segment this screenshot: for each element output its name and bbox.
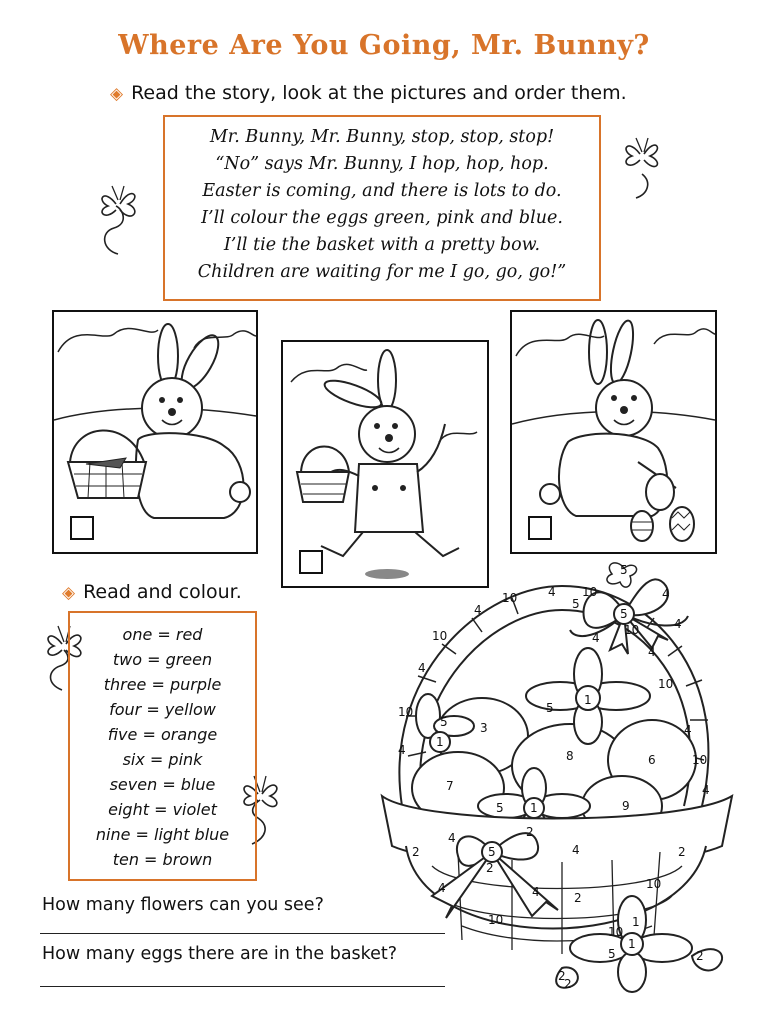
story-line: Mr. Bunny, Mr. Bunny, stop, stop, stop! xyxy=(209,127,555,147)
basket-number: 10 xyxy=(608,925,624,939)
story-line: “No” says Mr. Bunny, I hop, hop, hop. xyxy=(215,154,549,174)
basket-number: 10 xyxy=(502,591,518,605)
instruction-colour xyxy=(62,581,242,603)
basket-number: 2 xyxy=(412,845,420,859)
order-checkbox[interactable] xyxy=(299,550,323,574)
question-flowers: How many flowers can you see? xyxy=(42,895,324,915)
basket-number: 4 xyxy=(398,743,406,757)
basket-number: 4 xyxy=(662,587,670,601)
basket-number: 5 xyxy=(572,597,580,611)
basket-number: 1 xyxy=(628,937,636,951)
order-checkbox[interactable] xyxy=(70,516,94,540)
basket-number: 4 xyxy=(684,723,692,737)
story-line: Easter is coming, and there is lots to do. xyxy=(202,181,562,201)
basket-number: 1 xyxy=(584,693,592,707)
basket-number: 10 xyxy=(582,585,598,599)
instruction-order-text: Read the story, look at the pictures and order them. xyxy=(131,82,627,104)
colour-key-item: three = purple xyxy=(103,675,222,694)
story-picture-1 xyxy=(52,310,258,554)
basket-number: 10 xyxy=(432,629,448,643)
basket-number: 4 xyxy=(572,843,580,857)
basket-number: 4 xyxy=(418,661,426,675)
basket-number: 2 xyxy=(564,977,572,991)
basket-number: 2 xyxy=(486,861,494,875)
basket-number: 4 xyxy=(532,885,540,899)
basket-number: 10 xyxy=(692,753,708,767)
basket-number: 10 xyxy=(398,705,414,719)
story-box xyxy=(163,115,601,301)
basket-number: 5 xyxy=(546,701,554,715)
basket-number: 4 xyxy=(548,585,556,599)
colour-key-item: two = green xyxy=(112,650,213,669)
basket-number: 4 xyxy=(438,881,446,895)
colour-by-number-basket xyxy=(362,556,742,996)
butterfly-icon xyxy=(94,170,150,262)
story-picture-3 xyxy=(510,310,717,554)
colour-key-item: ten = brown xyxy=(112,850,213,869)
answer-line-flowers[interactable] xyxy=(40,933,445,934)
page-title: Where Are You Going, Mr. Bunny? xyxy=(118,30,650,61)
order-checkbox[interactable] xyxy=(528,516,552,540)
basket-number: 4 xyxy=(648,645,656,659)
basket-number: 10 xyxy=(658,677,674,691)
diamond-bullet-icon: ◈ xyxy=(110,84,124,104)
basket-number: 2 xyxy=(678,845,686,859)
diamond-bullet-icon: ◈ xyxy=(62,583,76,603)
basket-number: 2 xyxy=(558,969,566,983)
basket-number: 4 xyxy=(702,783,710,797)
basket-number: 2 xyxy=(574,891,582,905)
question-eggs: How many eggs there are in the basket? xyxy=(42,944,398,964)
story-picture-2 xyxy=(281,340,489,588)
story-line: I’ll tie the basket with a pretty bow. xyxy=(223,235,541,255)
answer-line-eggs[interactable] xyxy=(40,986,445,987)
colour-key-item: seven = blue xyxy=(109,775,216,794)
basket-number: 10 xyxy=(488,913,504,927)
colour-key-item: six = pink xyxy=(122,750,203,769)
basket-number: 9 xyxy=(622,799,630,813)
basket-number: 4 xyxy=(474,603,482,617)
colour-key-item: eight = violet xyxy=(108,800,217,819)
basket-number: 5 xyxy=(440,715,448,729)
basket-number: 10 xyxy=(646,877,662,891)
basket-number: 2 xyxy=(526,825,534,839)
basket-number: 5 xyxy=(488,845,496,859)
basket-number: 4 xyxy=(592,631,600,645)
colour-key-item: five = orange xyxy=(107,725,218,744)
basket-number: 5 xyxy=(620,563,628,577)
colour-key-item: one = red xyxy=(122,625,203,644)
basket-number: 4 xyxy=(674,617,682,631)
story-line: I’ll colour the eggs green, pink and blue. xyxy=(201,208,563,228)
colour-key-item: nine = light blue xyxy=(95,825,230,844)
instruction-order xyxy=(110,82,627,104)
basket-number: 3 xyxy=(480,721,488,735)
basket-number: 7 xyxy=(446,779,454,793)
basket-number: 1 xyxy=(632,915,640,929)
basket-number: 8 xyxy=(566,749,574,763)
basket-number: 6 xyxy=(648,753,656,767)
colour-key-item: four = yellow xyxy=(109,700,216,719)
basket-number: 2 xyxy=(696,949,704,963)
story-line: Children are waiting for me I go, go, go!” xyxy=(197,262,567,282)
basket-number: 5 xyxy=(496,801,504,815)
basket-number: 1 xyxy=(436,735,444,749)
basket-number: 1 xyxy=(530,801,538,815)
basket-number: 4 xyxy=(448,831,456,845)
basket-number: 5 xyxy=(620,607,628,621)
colour-key-box xyxy=(68,611,257,881)
instruction-colour-text: Read and colour. xyxy=(83,581,242,603)
basket-number: 5 xyxy=(608,947,616,961)
butterfly-icon xyxy=(618,128,666,204)
basket-number: 10 xyxy=(624,623,640,637)
